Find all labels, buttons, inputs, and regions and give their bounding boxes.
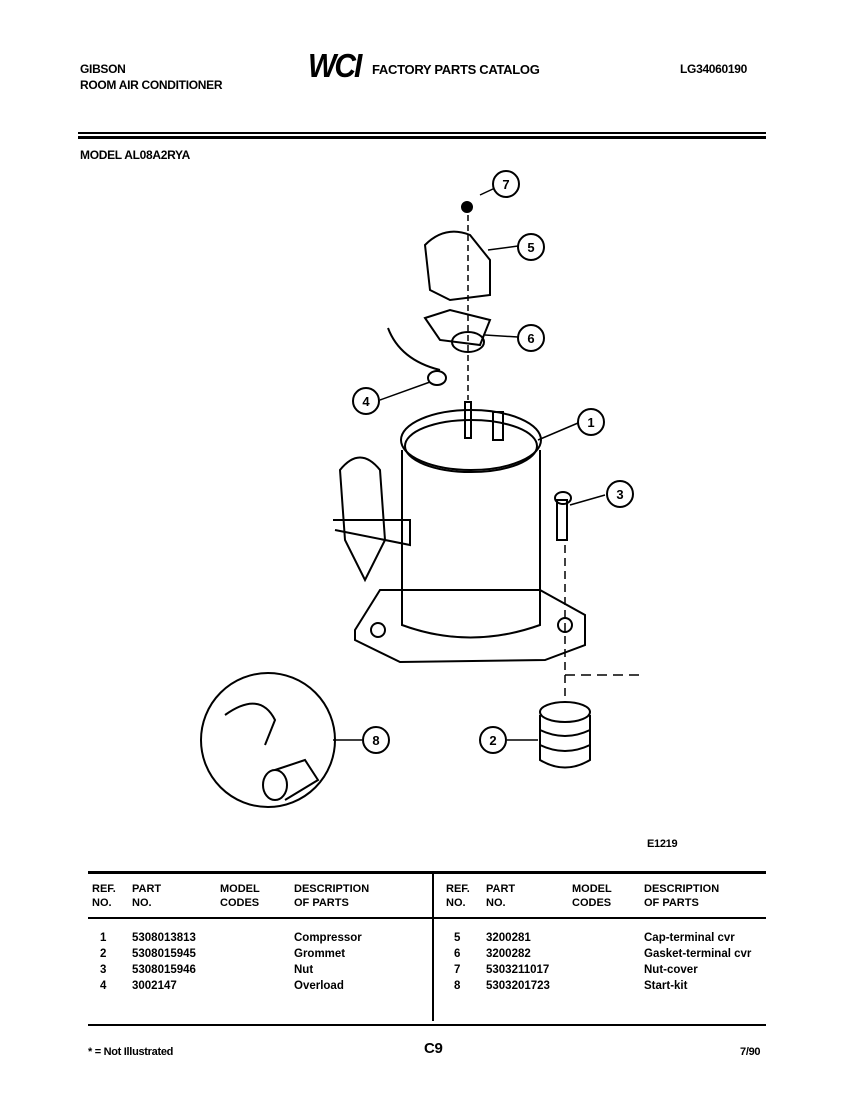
table-cell-ref: 1 <box>100 932 107 944</box>
table-cell-ref: 4 <box>100 980 107 992</box>
header-part-right: PART NO. <box>486 883 516 909</box>
compressor-drawing <box>333 402 585 662</box>
callout-7: 7 <box>502 177 510 192</box>
table-cell-ref: 8 <box>454 980 461 992</box>
table-cell-desc: Nut <box>294 964 314 976</box>
table-cell-part: 3002147 <box>132 980 177 992</box>
catalog-title: FACTORY PARTS CATALOG <box>372 62 540 77</box>
footnote: * = Not Illustrated <box>88 1046 174 1058</box>
table-cell-desc: Compressor <box>294 932 362 944</box>
table-cell-part: 5308015946 <box>132 964 196 976</box>
table-cell-ref: 7 <box>454 964 461 976</box>
table-cell-part: 3200281 <box>486 932 531 944</box>
table-cell-desc: Overload <box>294 980 344 992</box>
callout-5: 5 <box>527 240 535 255</box>
callout-2: 2 <box>489 733 497 748</box>
page-code: C9 <box>424 1040 443 1057</box>
header-part: PART NO. <box>132 883 162 909</box>
callout-1: 1 <box>587 415 595 430</box>
table-divider <box>432 871 434 1021</box>
model-number: MODEL AL08A2RYA <box>80 148 190 162</box>
figure-code: E1219 <box>647 838 678 850</box>
catalog-number: LG34060190 <box>680 62 748 76</box>
callout-8: 8 <box>372 733 380 748</box>
header-ref-right: REF. NO. <box>446 883 470 909</box>
table-cell-ref: 2 <box>100 948 107 960</box>
table-cell-desc: Grommet <box>294 948 346 960</box>
table-header-rule <box>88 917 766 919</box>
table-cell-ref: 3 <box>100 964 107 976</box>
table-cell-part: 5303201723 <box>486 980 550 992</box>
revision-date: 7/90 <box>740 1046 761 1058</box>
table-cell-ref: 6 <box>454 948 461 960</box>
start-kit-drawing <box>201 673 335 807</box>
callout-4: 4 <box>362 394 370 409</box>
callout-3: 3 <box>616 487 624 502</box>
table-cell-part: 3200282 <box>486 948 531 960</box>
header-model: MODEL CODES <box>220 883 260 909</box>
wci-logo: WCI <box>308 48 361 85</box>
product-type: ROOM AIR CONDITIONER <box>80 78 223 92</box>
header-model-right: MODEL CODES <box>572 883 612 909</box>
table-cell-part: 5303211017 <box>486 964 550 976</box>
table-cell-ref: 5 <box>454 932 461 944</box>
table-cell-part: 5308013813 <box>132 932 196 944</box>
table-cell-desc: Start-kit <box>644 980 688 992</box>
table-top-rule <box>88 871 766 874</box>
callout-6: 6 <box>527 331 535 346</box>
table-cell-desc: Nut-cover <box>644 964 698 976</box>
header-desc-right: DESCRIPTION OF PARTS <box>644 883 720 909</box>
header-desc: DESCRIPTION OF PARTS <box>294 883 370 909</box>
table-bottom-rule <box>88 1024 766 1026</box>
cover-drawing <box>388 202 490 400</box>
table-cell-desc: Gasket-terminal cvr <box>644 948 752 960</box>
table-cell-desc: Cap-terminal cvr <box>644 932 735 944</box>
grommet-and-nut-drawing <box>540 492 640 768</box>
header-ref: REF. NO. <box>92 883 116 909</box>
table-cell-part: 5308015945 <box>132 948 196 960</box>
brand: GIBSON <box>80 62 126 76</box>
